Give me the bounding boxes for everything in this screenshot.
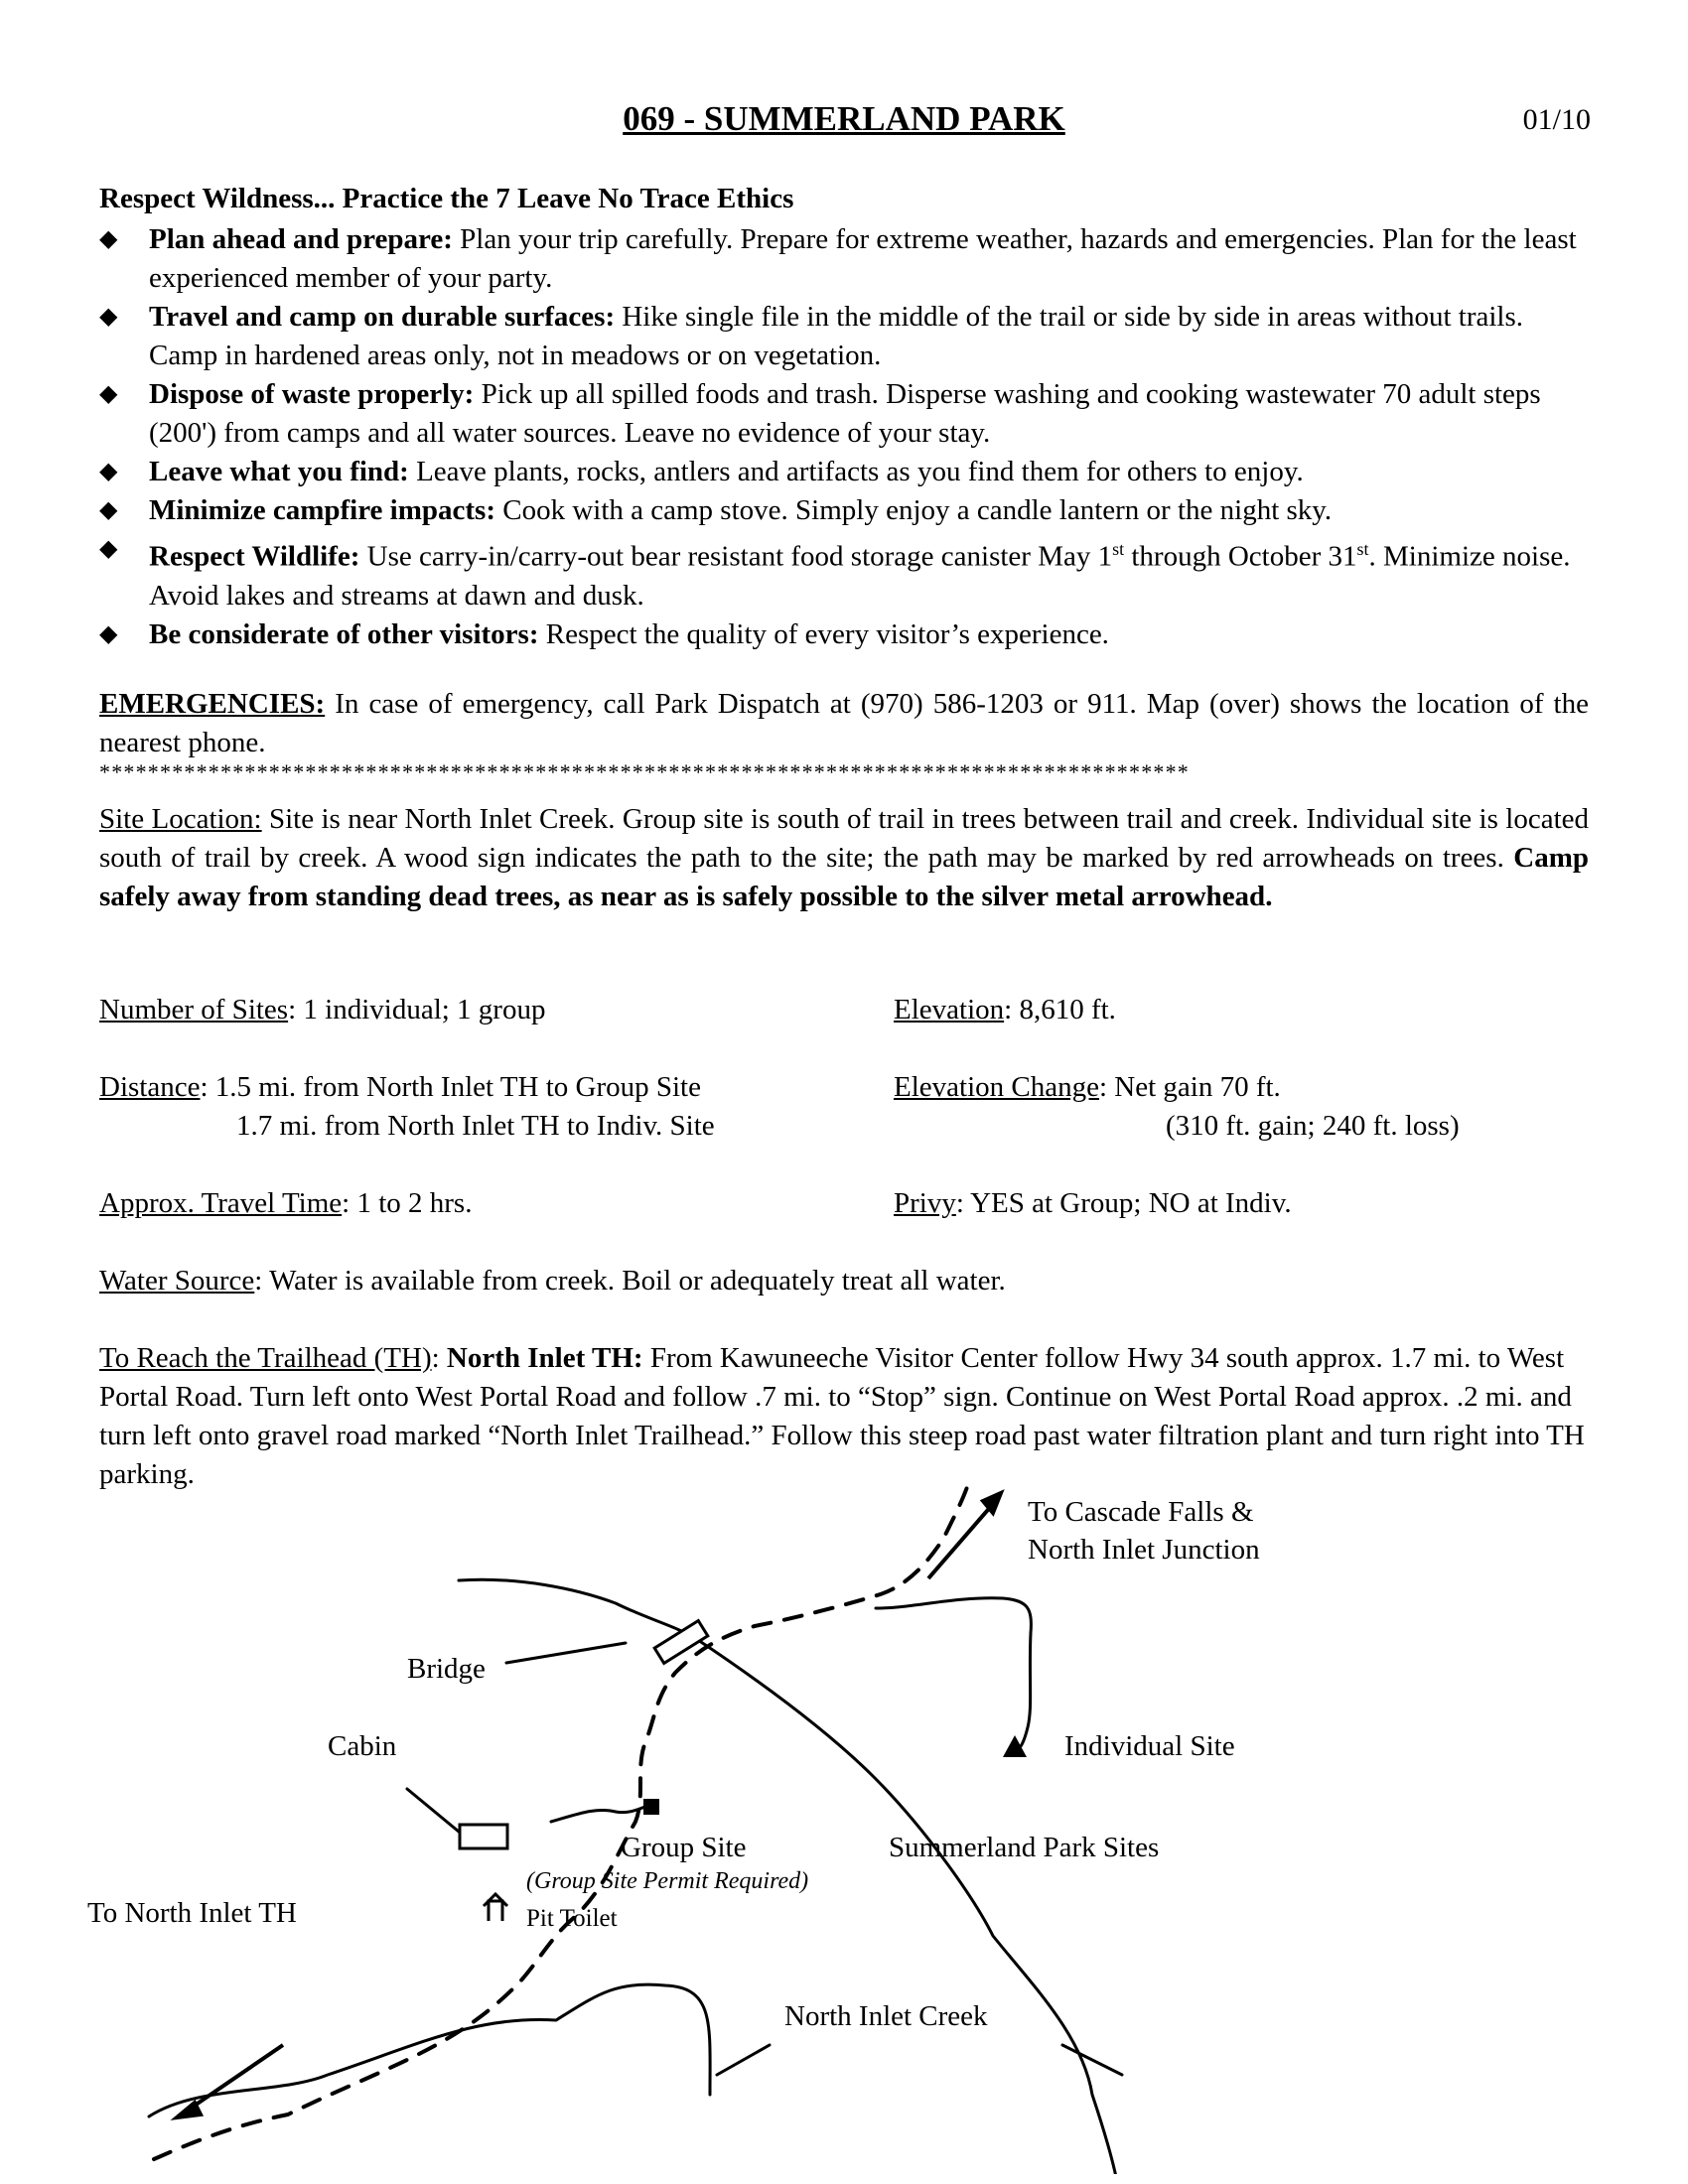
map-label-individual-site: Individual Site bbox=[1064, 1730, 1235, 1762]
lnt-item-text: . Minimize noise. Avoid lakes and streams at dawn and dusk. bbox=[149, 540, 1571, 612]
lnt-item-text: Pick up all spilled foods and trash. Disperse washing and cooking wastewater 70 adult steps (200') from camps and all water sources. Leave no evidence of your stay. bbox=[149, 378, 1541, 449]
lnt-item-label: Dispose of waste properly: bbox=[149, 378, 475, 410]
trailhead-colon: : bbox=[431, 1342, 447, 1374]
creek-east bbox=[876, 1598, 1031, 1749]
water-source-value: : Water is available from creek. Boil or adequately treat all water. bbox=[254, 1265, 1006, 1297]
lnt-item-label: Leave what you find: bbox=[149, 456, 409, 487]
lnt-item-text: Plan your trip carefully. Prepare for extreme weather, hazards and emergencies. Plan for the least experienced member of your party. bbox=[149, 223, 1577, 294]
group-site-marker-icon bbox=[643, 1799, 659, 1815]
separator-line: ****************************************************************************************** bbox=[99, 760, 1190, 784]
lnt-item-text: Cook with a camp stove. Simply enjoy a candle lantern or the night sky. bbox=[494, 494, 1333, 526]
diamond-bullet-icon: ◆ bbox=[99, 497, 118, 523]
site-map bbox=[0, 1479, 1688, 2174]
cabin-pointer-line bbox=[407, 1789, 465, 1837]
lnt-item-text: Hike single file in the middle of the trail or side by side in areas without trails. Camp in hardened areas only, not in meadows or on vegetation. bbox=[149, 301, 1524, 371]
diamond-bullet-icon: ◆ bbox=[99, 304, 118, 330]
north-inlet-th-arrowhead-icon bbox=[177, 2103, 201, 2117]
bridge-pointer-line bbox=[506, 1643, 626, 1663]
distance-label: Distance bbox=[99, 1071, 201, 1103]
travel-time-value: : 1 to 2 hrs. bbox=[342, 1187, 473, 1219]
map-label-north-inlet-junction: North Inlet Junction bbox=[1028, 1534, 1260, 1566]
number-of-sites bbox=[99, 991, 545, 1029]
north-inlet-creek-pointer-left bbox=[717, 2045, 770, 2075]
map-label-north-inlet-creek: North Inlet Creek bbox=[784, 2000, 988, 2032]
lnt-item bbox=[99, 530, 1589, 615]
cabin-icon bbox=[460, 1825, 507, 1848]
superscript: st bbox=[1112, 539, 1125, 559]
trailhead-name: North Inlet TH: bbox=[446, 1342, 643, 1374]
emergencies-text: In case of emergency, call Park Dispatch at (970) 586-1203 or 911. Map (over) shows the location of the nearest phone. bbox=[99, 688, 1589, 758]
lnt-ethics-list bbox=[99, 220, 1589, 654]
lnt-item-label: Be considerate of other visitors: bbox=[149, 617, 539, 650]
map-label-cascade-falls: To Cascade Falls & bbox=[1028, 1496, 1254, 1528]
lnt-item bbox=[99, 298, 1589, 375]
elevation-change bbox=[894, 1068, 1281, 1107]
map-label-group-permit: (Group Site Permit Required) bbox=[526, 1868, 809, 1894]
diamond-bullet-icon: ◆ bbox=[99, 226, 118, 252]
lnt-item bbox=[99, 491, 1589, 530]
site-location-section bbox=[99, 800, 1589, 916]
trailhead-label: To Reach the Trailhead (TH) bbox=[99, 1342, 432, 1374]
trailhead-section bbox=[99, 1339, 1589, 1494]
lnt-item-text: Use carry-in/carry-out bear resistant food storage canister May 1 bbox=[359, 540, 1113, 573]
elevation-change-value-1: : Net gain 70 ft. bbox=[1098, 1071, 1281, 1103]
diamond-bullet-icon: ◆ bbox=[99, 620, 118, 647]
site-location-warning: Camp safely away from standing dead trees, as near as is safely possible to the silver metal arrowhead. bbox=[99, 842, 1589, 912]
privy bbox=[894, 1184, 1292, 1223]
lnt-item-text: Leave plants, rocks, antlers and artifacts as you find them for others to enjoy. bbox=[408, 456, 1304, 487]
emergencies-section bbox=[99, 685, 1589, 762]
sites-label: Number of Sites bbox=[99, 994, 289, 1025]
water-source bbox=[99, 1262, 1006, 1300]
diamond-bullet-icon: ◆ bbox=[99, 381, 118, 407]
site-location-text: Site is near North Inlet Creek. Group site is south of trail in trees between trail and creek. Individual site is located south of trail by creek. A wood sign indicates the path to the site; the path may be marked by red arrowheads on trees. bbox=[99, 803, 1589, 874]
lnt-item bbox=[99, 375, 1589, 453]
map-label-bridge: Bridge bbox=[407, 1653, 486, 1685]
map-label-summerland-sites: Summerland Park Sites bbox=[889, 1832, 1160, 1863]
lnt-item-label: Plan ahead and prepare: bbox=[149, 223, 453, 255]
superscript: st bbox=[1356, 539, 1369, 559]
distance-value-1: : 1.5 mi. from North Inlet TH to Group Site bbox=[200, 1071, 701, 1103]
trail-dashed bbox=[154, 1484, 968, 2159]
elevation bbox=[894, 991, 1116, 1029]
map-label-cabin: Cabin bbox=[328, 1730, 397, 1762]
travel-time-label: Approx. Travel Time bbox=[99, 1187, 343, 1219]
emergencies-label: EMERGENCIES: bbox=[99, 688, 326, 720]
lnt-item-text: through October 31 bbox=[1124, 540, 1357, 573]
lnt-item-text: Respect the quality of every visitor’s experience. bbox=[538, 617, 1109, 650]
cascade-falls-arrow-line bbox=[928, 1504, 993, 1578]
elevation-label: Elevation bbox=[894, 994, 1005, 1025]
distance-value-2: 1.7 mi. from North Inlet TH to Indiv. Site bbox=[236, 1110, 715, 1142]
north-inlet-creek-pointer-right bbox=[1062, 2045, 1122, 2075]
lnt-item bbox=[99, 615, 1589, 654]
map-label-pit-toilet: Pit Toilet bbox=[526, 1905, 618, 1932]
elevation-value: : 8,610 ft. bbox=[1004, 994, 1116, 1025]
pit-toilet-icon bbox=[484, 1894, 507, 1921]
lnt-item-label: Respect Wildlife: bbox=[149, 540, 360, 573]
map-label-to-north-inlet-th: To North Inlet TH bbox=[87, 1897, 297, 1929]
page-title: 069 - SUMMERLAND PARK bbox=[623, 99, 1065, 138]
elevation-change-value-2: (310 ft. gain; 240 ft. loss) bbox=[1166, 1110, 1460, 1142]
lnt-item-label: Minimize campfire impacts: bbox=[149, 494, 495, 526]
diamond-bullet-icon: ◆ bbox=[99, 536, 118, 562]
sites-value: : 1 individual; 1 group bbox=[288, 994, 546, 1025]
map-label-group-site: Group Site bbox=[621, 1832, 747, 1863]
lnt-item-label: Travel and camp on durable surfaces: bbox=[149, 301, 616, 333]
privy-label: Privy bbox=[894, 1187, 956, 1219]
water-source-label: Water Source bbox=[99, 1265, 255, 1297]
travel-time bbox=[99, 1184, 472, 1223]
site-location-label: Site Location: bbox=[99, 803, 262, 835]
revision-date: 01/10 bbox=[1522, 103, 1591, 136]
lnt-heading: Respect Wildness... Practice the 7 Leave No Trace Ethics bbox=[99, 183, 794, 214]
north-inlet-th-arrow-line bbox=[189, 2045, 283, 2110]
bridge-icon bbox=[654, 1621, 708, 1664]
lnt-item bbox=[99, 220, 1589, 298]
privy-value: : YES at Group; NO at Indiv. bbox=[955, 1187, 1292, 1219]
distance bbox=[99, 1068, 701, 1107]
trailhead-directions: From Kawuneeche Visitor Center follow Hwy 34 south approx. 1.7 mi. to West Portal Road. Turn left onto West Portal Road and follow .7 mi. to “Stop” sign. Continue on West Portal Road approx. .2 mi. and turn left onto gravel road marked “North Inlet Trailhead.” Follow this steep road past water filtration plant and turn right into TH parking. bbox=[99, 1342, 1585, 1490]
elevation-change-label: Elevation Change bbox=[894, 1071, 1099, 1103]
lnt-item bbox=[99, 453, 1589, 491]
diamond-bullet-icon: ◆ bbox=[99, 459, 118, 484]
